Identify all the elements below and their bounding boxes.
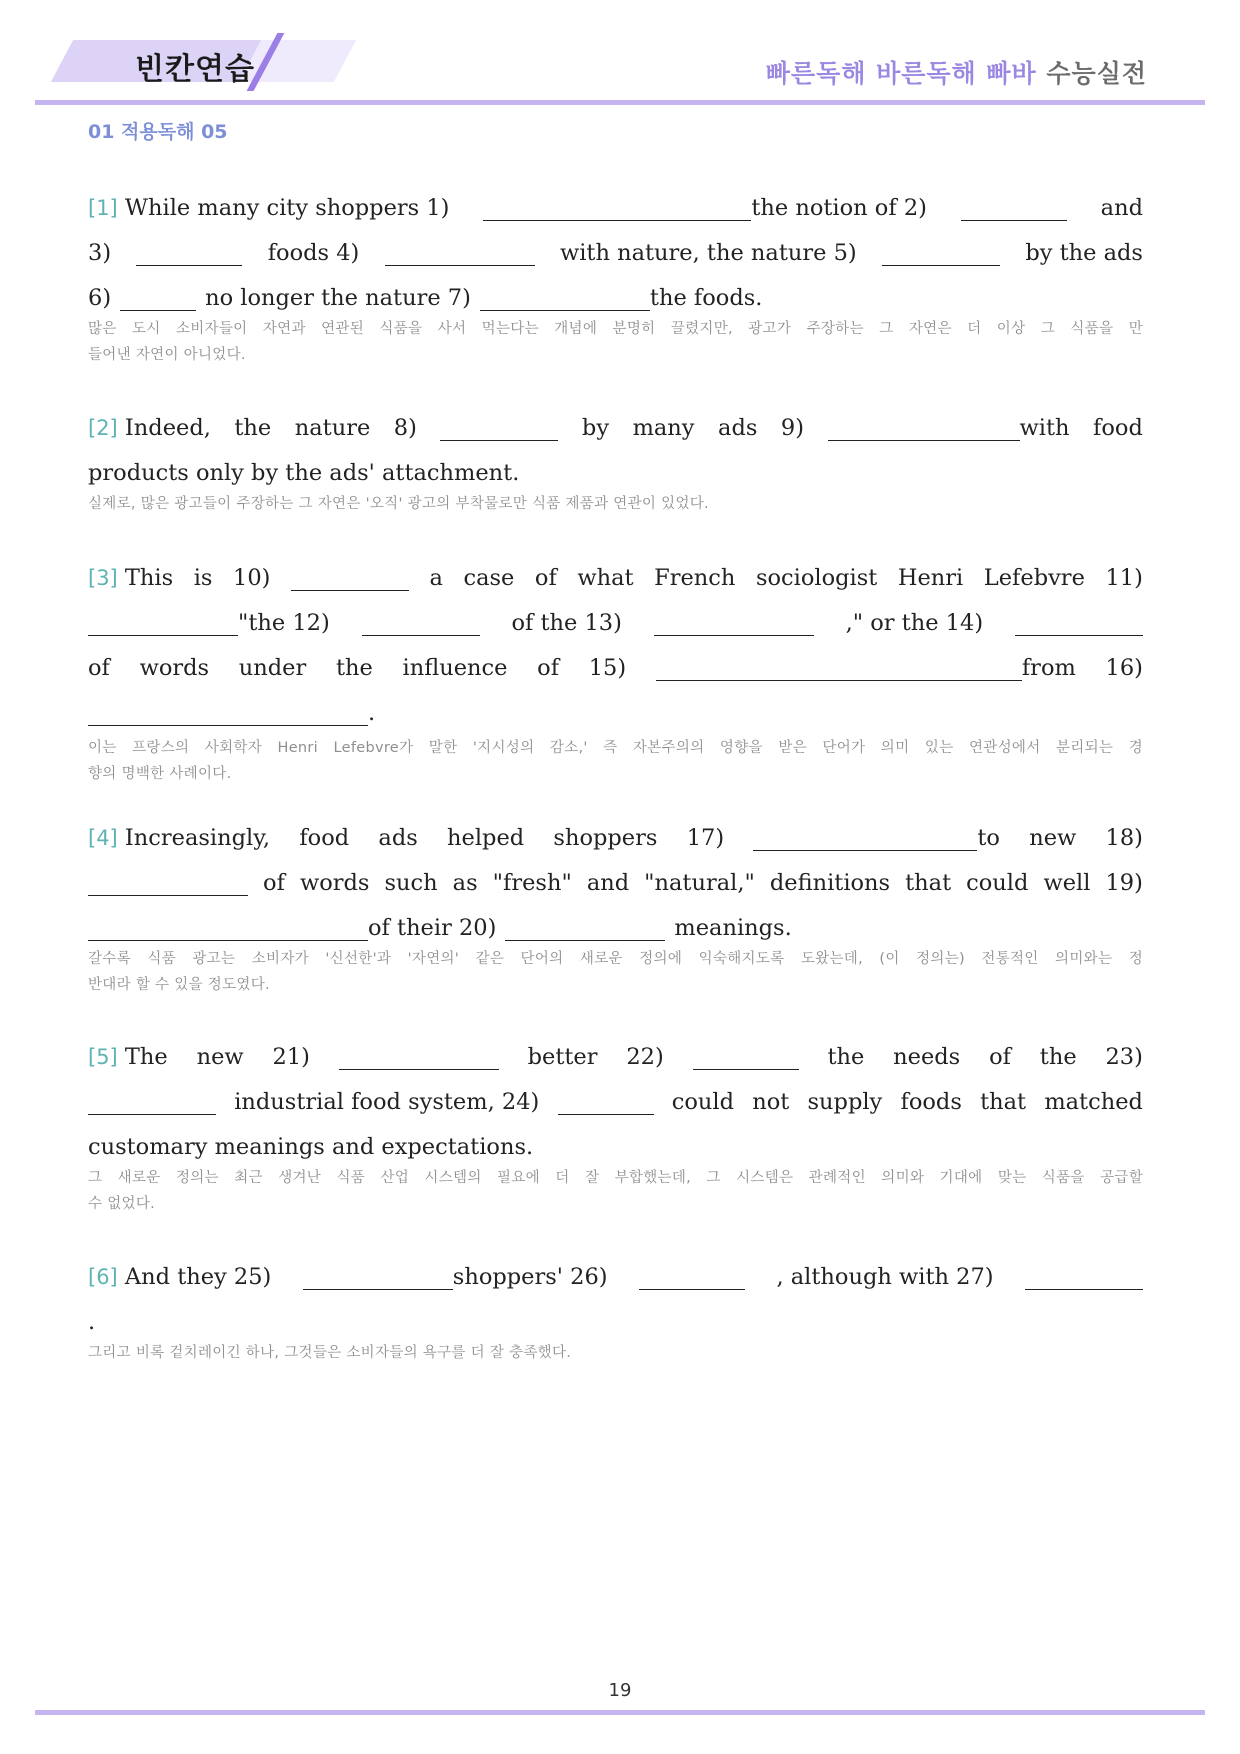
paragraph-4-line-3: of their 20) meanings.	[88, 896, 1143, 941]
blank-26[interactable]	[639, 1269, 745, 1290]
blank-5[interactable]	[882, 245, 1000, 266]
korean-translation: 실제로, 많은 광고들이 주장하는 그 자연은 '오직' 광고의 부착물로만 식품 제품과 연관이 있었다.	[88, 496, 709, 512]
blank-27[interactable]	[1025, 1269, 1143, 1290]
paragraph-number: [6]	[88, 1265, 118, 1289]
paragraph-3-line-4: .	[88, 681, 1143, 726]
series-title: 빠른독해 바른독해 빠바 수능실전	[765, 59, 1147, 88]
paragraph-5-line-2: industrial food system, 24) could not supply foods that matched	[88, 1070, 1143, 1115]
section-label: 01 적용독해 05	[88, 121, 228, 143]
korean-translation: 이는 프랑스의 사회학자 Henri Lefebvre가 말한 '지시성의 감소,' 즉 자본주의의 영향을 받은 단어가 의미 있는 연관성에서 분리되는 경	[88, 740, 1143, 756]
blank-11[interactable]	[88, 615, 238, 636]
korean-translation: 그리고 비록 겉치레이긴 하나, 그것들은 소비자들의 욕구를 더 잘 충족했다.	[88, 1345, 572, 1361]
paragraph-number: [5]	[88, 1045, 118, 1069]
paragraph-number: [2]	[88, 416, 118, 440]
blank-7[interactable]	[480, 290, 650, 311]
blank-2[interactable]	[961, 200, 1067, 221]
blank-19[interactable]	[88, 920, 368, 941]
paragraph-2	[88, 396, 1143, 520]
paragraph-number: [1]	[88, 196, 118, 220]
blank-16[interactable]	[88, 705, 368, 726]
blank-21[interactable]	[339, 1049, 499, 1070]
korean-translation: 갈수록 식품 광고는 소비자가 '신선한'과 '자연의' 같은 단어의 새로운 정의에 익숙해지도록 도왔는데, (이 정의는) 전통적인 의미와는 정	[88, 951, 1143, 967]
header-badge-title: 빈칸연습	[135, 52, 255, 87]
paragraph-6-line-1: [6] And they 25) shoppers' 26) , although with 27)	[88, 1245, 1143, 1290]
paragraph-3	[88, 546, 1143, 790]
paragraph-1-line-2: 3) foods 4) with nature, the nature 5) by the ads	[88, 240, 1143, 266]
footer-divider	[35, 1710, 1205, 1715]
korean-translation: 수 없었다.	[88, 1196, 156, 1212]
blank-3[interactable]	[136, 245, 242, 266]
paragraph-3-line-1: [3] This is 10) a case of what French sociologist Henri Lefebvre 11)	[88, 565, 1143, 591]
paragraph-6	[88, 1245, 1143, 1369]
paragraph-3-line-3: of words under the influence of 15) from 16)	[88, 655, 1143, 681]
blank-9[interactable]	[828, 420, 1020, 441]
korean-translation: 반대라 할 수 있을 정도였다.	[88, 977, 270, 993]
blank-18[interactable]	[88, 875, 248, 896]
paragraph-3-line-2: "the 12) of the 13) ," or the 14)	[88, 591, 1143, 636]
paragraph-4	[88, 806, 1143, 1001]
page-number: 19	[608, 1680, 632, 1701]
paragraph-6-line-2: .	[88, 1309, 96, 1335]
korean-translation: 향의 명백한 사례이다.	[88, 766, 232, 782]
blank-23[interactable]	[88, 1094, 216, 1115]
paragraph-2-line-1: [2] Indeed, the nature 8) by many ads 9) with food	[88, 415, 1143, 441]
blank-12[interactable]	[362, 615, 480, 636]
blank-20[interactable]	[505, 920, 665, 941]
blank-4[interactable]	[385, 245, 535, 266]
korean-translation: 많은 도시 소비자들이 자연과 연관된 식품을 사서 먹는다는 개념에 분명히 끌렸지만, 광고가 주장하는 그 자연은 더 이상 그 식품을 만	[88, 321, 1143, 337]
paragraph-4-line-2: of words such as "fresh" and "natural," definitions that could well 19)	[88, 851, 1143, 896]
blank-6[interactable]	[120, 290, 196, 311]
blank-15[interactable]	[656, 660, 1022, 681]
blank-17[interactable]	[753, 830, 977, 851]
paragraph-1	[88, 176, 1143, 371]
paragraph-5	[88, 1025, 1143, 1220]
paragraph-number: [3]	[88, 566, 118, 590]
paragraph-5-line-3: customary meanings and expectations.	[88, 1134, 534, 1160]
header-divider	[35, 100, 1205, 105]
blank-24[interactable]	[558, 1094, 654, 1115]
paragraph-4-line-1: [4] Increasingly, food ads helped shoppers 17) to new 18)	[88, 825, 1143, 851]
paragraph-1-line-3: 6) no longer the nature 7) the foods.	[88, 285, 763, 311]
blank-22[interactable]	[693, 1049, 799, 1070]
korean-translation: 그 새로운 정의는 최근 생겨난 식품 산업 시스템의 필요에 더 잘 부합했는데, 그 시스템은 관례적인 의미와 기대에 맞는 식품을 공급할	[88, 1170, 1143, 1186]
blank-14[interactable]	[1015, 615, 1143, 636]
blank-1[interactable]	[483, 200, 751, 221]
paragraph-number: [4]	[88, 826, 118, 850]
blank-10[interactable]	[291, 570, 409, 591]
blank-13[interactable]	[654, 615, 814, 636]
korean-translation: 들어낸 자연이 아니었다.	[88, 347, 246, 363]
paragraph-5-line-1: [5] The new 21) better 22) the needs of the 23)	[88, 1044, 1143, 1070]
blank-25[interactable]	[303, 1269, 453, 1290]
blank-8[interactable]	[440, 420, 558, 441]
paragraph-2-line-2: products only by the ads' attachment.	[88, 460, 520, 486]
paragraph-1-line-1: [1] While many city shoppers 1) the notion of 2) and	[88, 195, 1143, 221]
